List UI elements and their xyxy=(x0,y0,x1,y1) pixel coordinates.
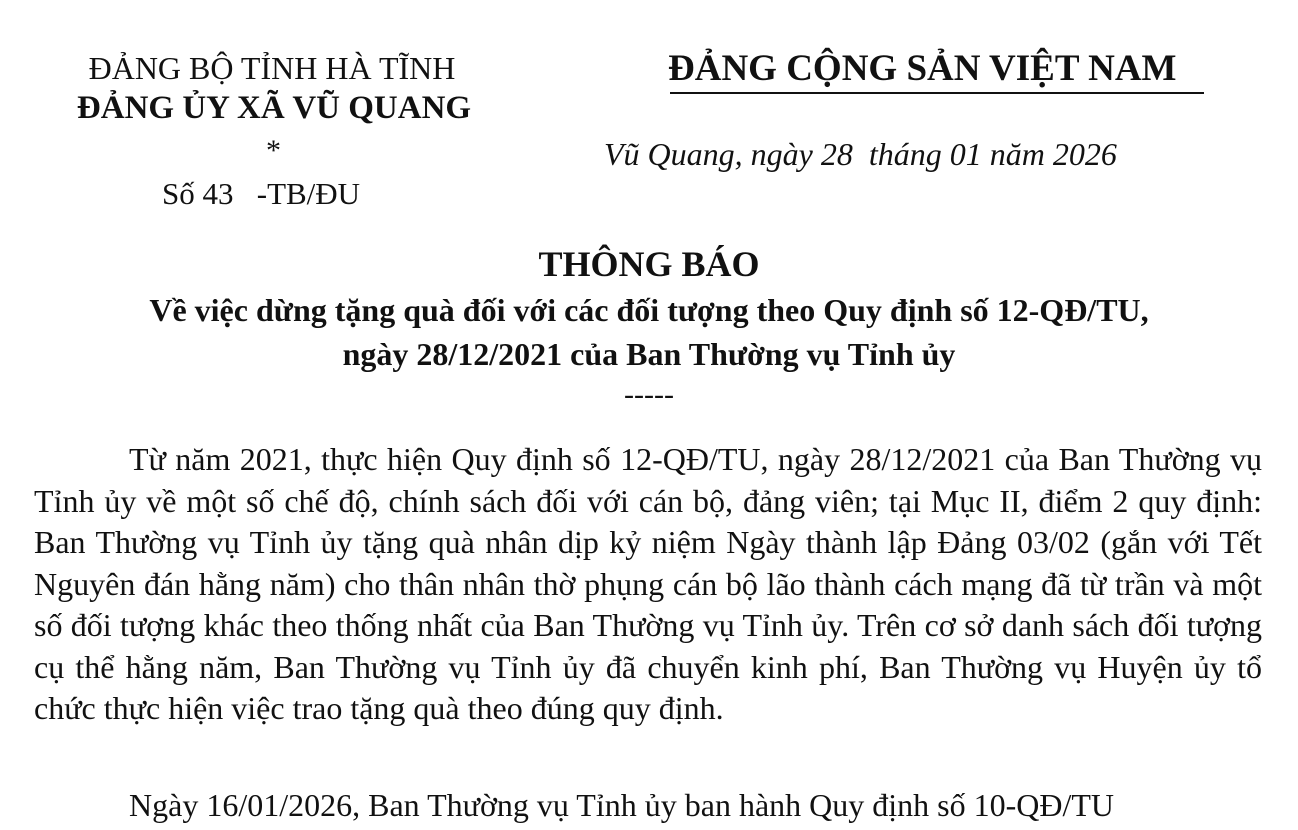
document-number: Số 43 -TB/ĐU xyxy=(162,176,361,211)
title-divider: ----- xyxy=(624,378,674,411)
body-paragraph-1: Từ năm 2021, thực hiện Quy định số 12-QĐ/TU, ngày 28/12/2021 của Ban Thường vụ Tỉnh ủy về một số chế độ, chính sách đối với cán bộ, đảng viên; tại Mục II, điểm 2 quy định: Ban Thường vụ Tỉnh ủy tặng quà nhân dịp kỷ niệm Ngày thành lập Đảng 03/02 (gắn với Tết Nguyên đán hằng năm) cho thân nhân thờ phụng cán bộ lão thành cách mạng đã từ trần và một số đối tượng khác theo thống nhất của Ban Thường vụ Tỉnh ủy. Trên cơ sở danh sách đối tượng cụ thể hằng năm, Ban Thường vụ Tỉnh ủy đã chuyển kinh phí, Ban Thường vụ Huyện ủy tổ chức thực hiện việc trao tặng quà theo đúng quy định. xyxy=(34,441,1262,726)
issuing-provincial-committee: ĐẢNG BỘ TỈNH HÀ TĨNH xyxy=(88,50,456,86)
document-subtitle-line2: ngày 28/12/2021 của Ban Thường vụ Tỉnh ủy xyxy=(342,336,956,372)
header-separator-star: * xyxy=(266,134,281,167)
issuing-commune-committee: ĐẢNG ỦY XÃ VŨ QUANG xyxy=(76,90,472,126)
party-name-underline xyxy=(670,92,1204,94)
party-name-heading: ĐẢNG CỘNG SẢN VIỆT NAM xyxy=(668,48,1177,89)
date-line: Vũ Quang, ngày 28 tháng 01 năm 2026 xyxy=(604,136,1117,172)
document-subtitle-line1: Về việc dừng tặng quà đối với các đối tượng theo Quy định số 12-QĐ/TU, xyxy=(149,292,1149,328)
document-title: THÔNG BÁO xyxy=(538,244,760,284)
body-paragraph-2: Ngày 16/01/2026, Ban Thường vụ Tỉnh ủy ban hành Quy định số 10-QĐ/TU xyxy=(129,787,1115,823)
